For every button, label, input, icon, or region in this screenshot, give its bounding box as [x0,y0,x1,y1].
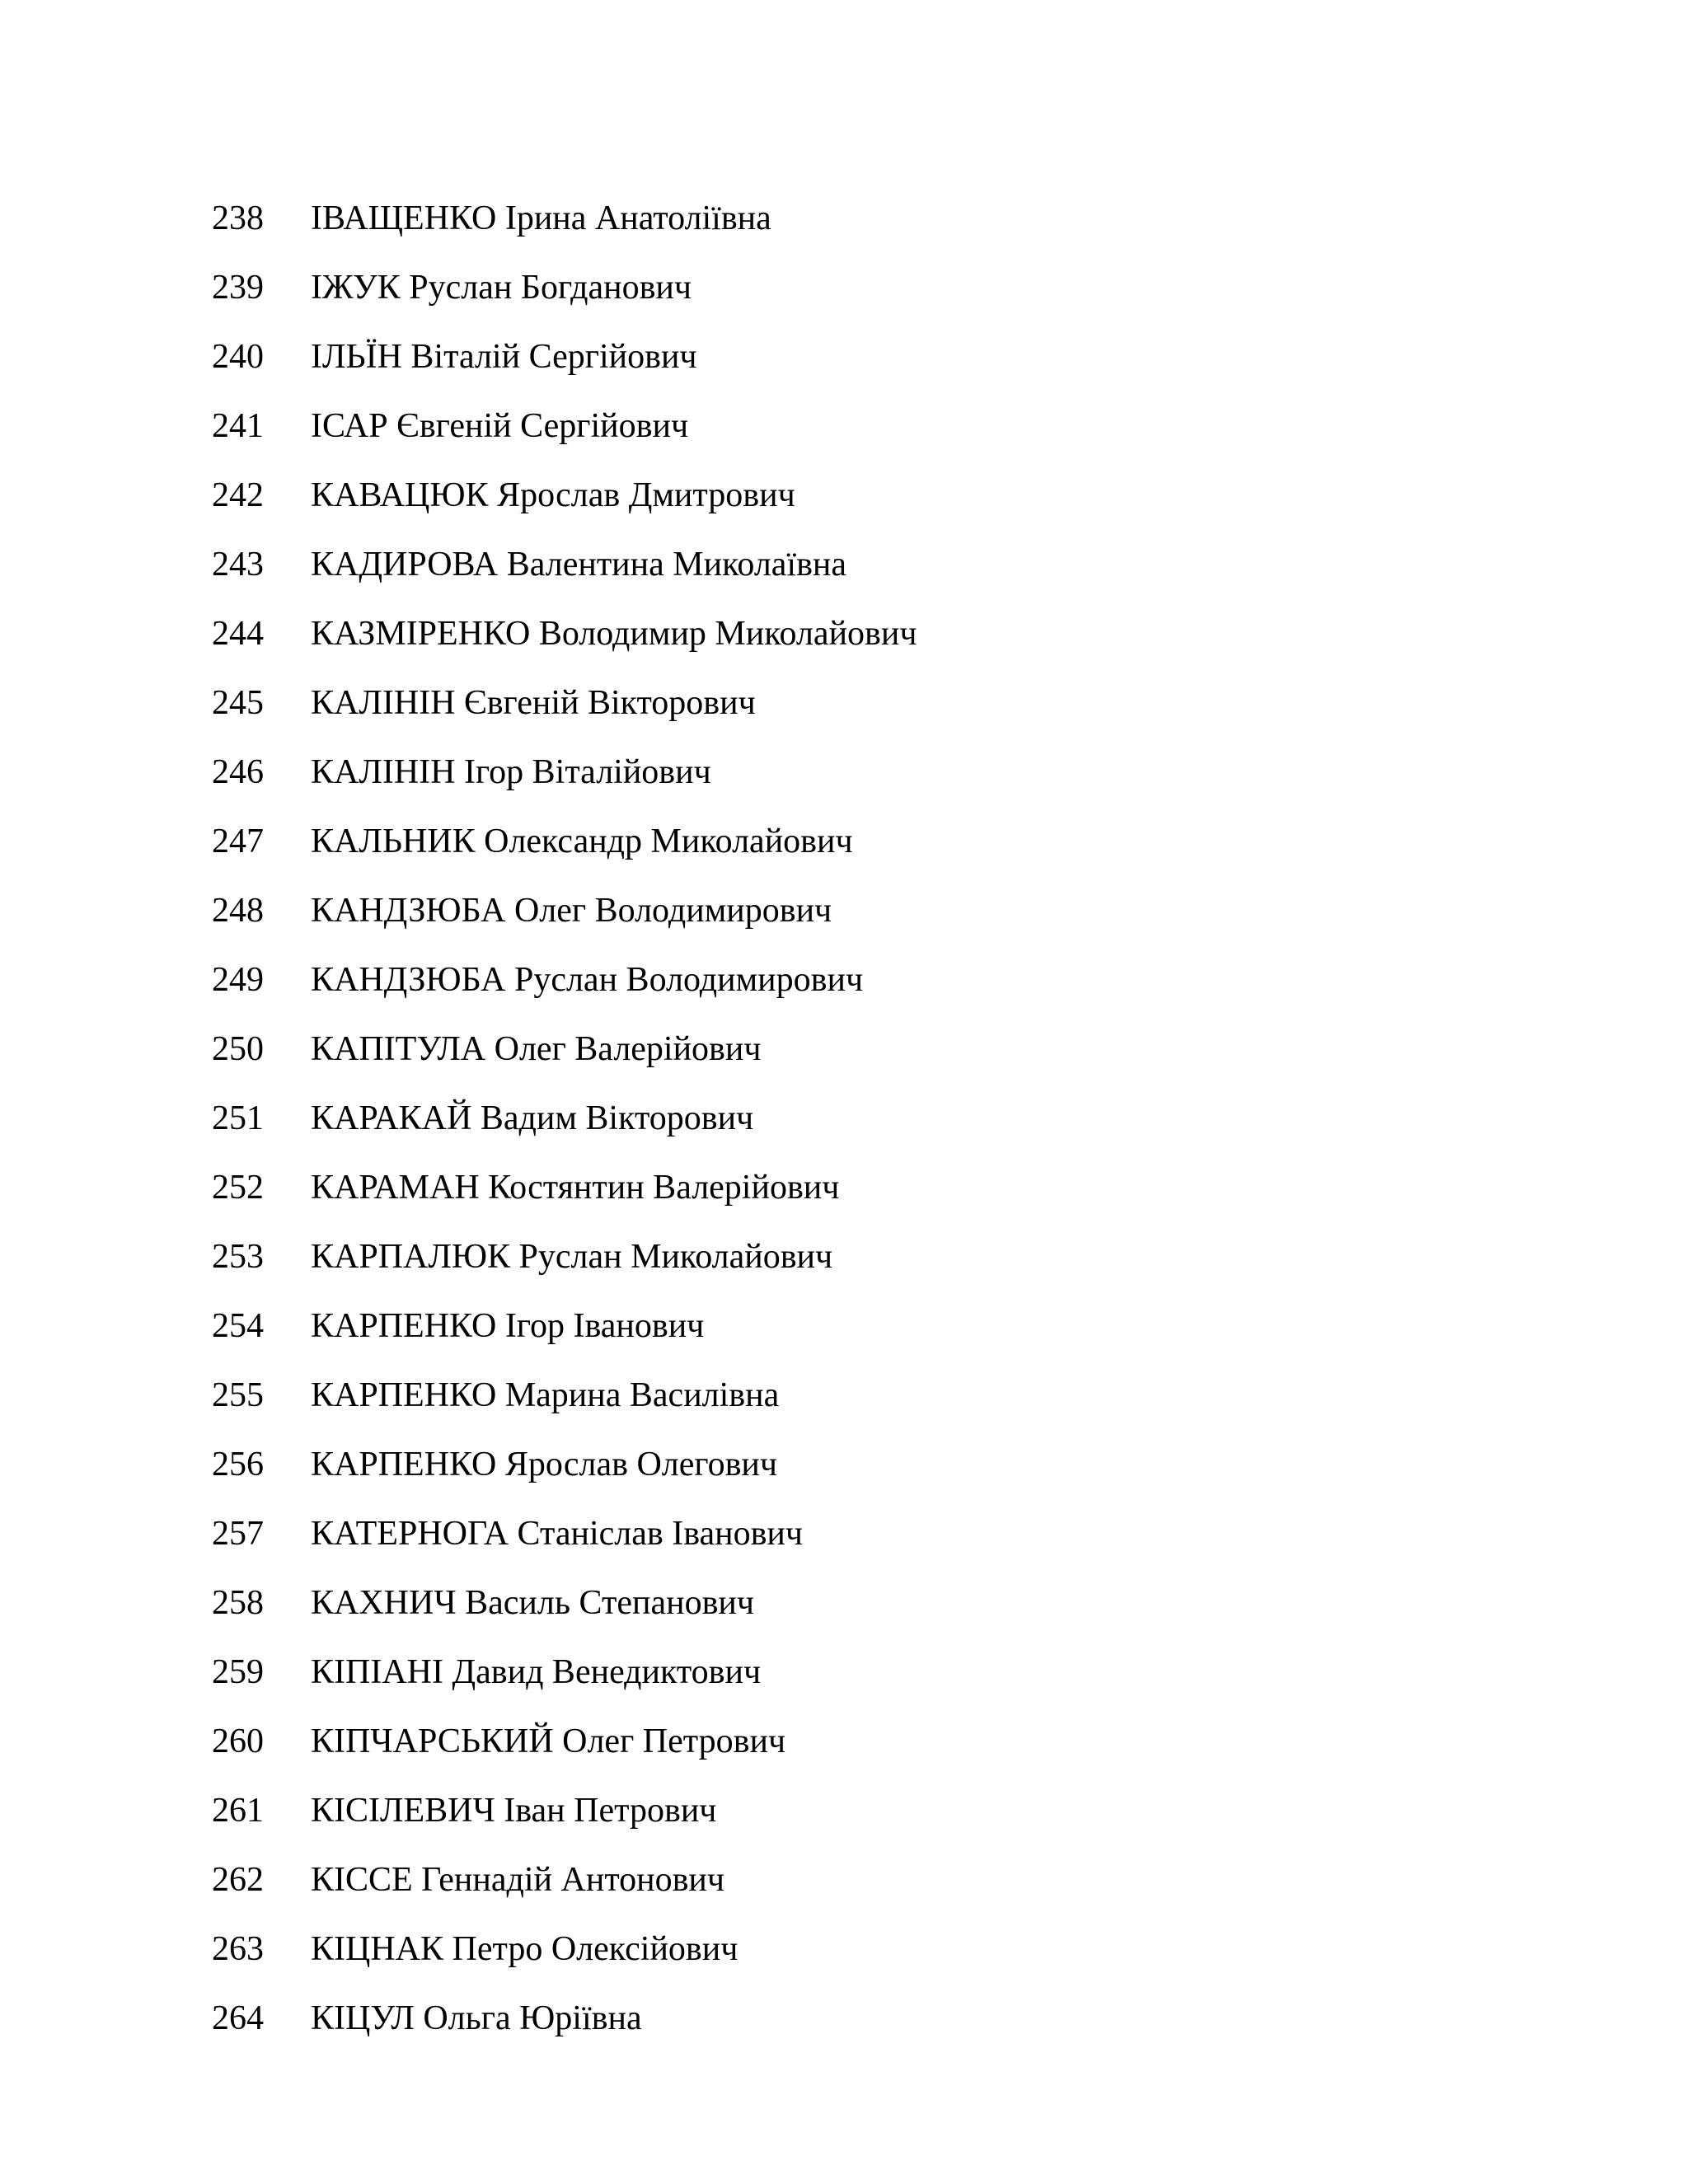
entry-full-name: КІЦУЛ Ольга Юріївна [311,1999,642,2037]
list-item [212,1163,1531,1232]
entry-number: 240 [212,338,264,376]
entry-number: 262 [212,1861,264,1899]
list-item [212,1578,1531,1647]
entry-full-name: КАРПАЛЮК Руслан Миколайович [311,1238,833,1276]
entry-number: 248 [212,892,264,930]
entry-full-name: ІВАЩЕНКО Ірина Анатоліївна [311,199,771,237]
entry-full-name: ІЛЬЇН Віталій Сергійович [311,338,697,376]
entry-number: 257 [212,1515,264,1553]
entry-full-name: КАЛІНІН Ігор Віталійович [311,753,711,791]
entry-full-name: КАРПЕНКО Марина Василівна [311,1376,780,1414]
entry-full-name: КАРАКАЙ Вадим Вікторович [311,1099,754,1137]
list-item [212,1301,1531,1371]
entry-full-name: КАРАМАН Костянтин Валерійович [311,1169,840,1207]
list-item [212,817,1531,886]
entry-number: 238 [212,199,264,237]
list-item [212,1440,1531,1509]
entry-number: 254 [212,1307,264,1345]
entry-full-name: КІЦНАК Петро Олексійович [311,1930,738,1968]
list-item [212,194,1531,263]
entry-full-name: КАРПЕНКО Ярослав Олегович [311,1446,777,1483]
entry-number: 251 [212,1099,264,1137]
entry-full-name: КАЗМІРЕНКО Володимир Миколайович [311,615,917,653]
entry-number: 260 [212,1722,264,1760]
list-item [212,748,1531,817]
name-list [212,194,1531,2063]
list-item [212,1924,1531,1994]
entry-number: 242 [212,476,264,514]
entry-number: 247 [212,823,264,860]
list-item [212,1786,1531,1855]
entry-full-name: КАНДЗЮБА Олег Володимирович [311,892,832,930]
entry-full-name: КАТЕРНОГА Станіслав Іванович [311,1515,804,1553]
entry-full-name: КАЛІНІН Євгеній Вікторович [311,684,756,722]
entry-full-name: КАНДЗЮБА Руслан Володимирович [311,961,864,999]
list-item [212,540,1531,609]
entry-number: 256 [212,1446,264,1483]
list-item [212,1855,1531,1924]
entry-full-name: КАЛЬНИК Олександр Миколайович [311,823,853,860]
entry-full-name: ІСАР Євгеній Сергійович [311,407,689,445]
entry-number: 243 [212,546,264,583]
list-item [212,955,1531,1024]
list-item [212,1232,1531,1301]
entry-full-name: КІССЕ Геннадій Антонович [311,1861,725,1899]
entry-number: 261 [212,1792,264,1830]
entry-number: 259 [212,1653,264,1691]
entry-number: 252 [212,1169,264,1207]
entry-number: 249 [212,961,264,999]
entry-full-name: КАДИРОВА Валентина Миколаївна [311,546,847,583]
entry-full-name: КІПІАНІ Давид Венедиктович [311,1653,762,1691]
entry-number: 255 [212,1376,264,1414]
entry-full-name: ІЖУК Руслан Богданович [311,269,692,307]
entry-number: 250 [212,1030,264,1068]
list-item [212,1647,1531,1717]
list-item [212,1094,1531,1163]
list-item [212,332,1531,401]
list-item [212,609,1531,678]
list-item [212,1371,1531,1440]
list-item [212,263,1531,332]
entry-number: 246 [212,753,264,791]
entry-full-name: КІПЧАРСЬКИЙ Олег Петрович [311,1722,786,1760]
entry-full-name: КАРПЕНКО Ігор Іванович [311,1307,705,1345]
entry-number: 239 [212,269,264,307]
entry-full-name: КАХНИЧ Василь Степанович [311,1584,755,1622]
entry-number: 264 [212,1999,264,2037]
list-item [212,886,1531,955]
entry-full-name: КІСІЛЕВИЧ Іван Петрович [311,1792,717,1830]
list-item [212,471,1531,540]
list-item [212,1994,1531,2063]
list-item [212,1509,1531,1578]
entry-number: 241 [212,407,264,445]
list-item [212,401,1531,471]
entry-number: 258 [212,1584,264,1622]
entry-number: 263 [212,1930,264,1968]
entry-number: 253 [212,1238,264,1276]
list-item [212,1024,1531,1094]
entry-number: 245 [212,684,264,722]
entry-full-name: КАВАЦЮК Ярослав Дмитрович [311,476,795,514]
list-item [212,1717,1531,1786]
entry-number: 244 [212,615,264,653]
entry-full-name: КАПІТУЛА Олег Валерійович [311,1030,762,1068]
list-item [212,678,1531,748]
